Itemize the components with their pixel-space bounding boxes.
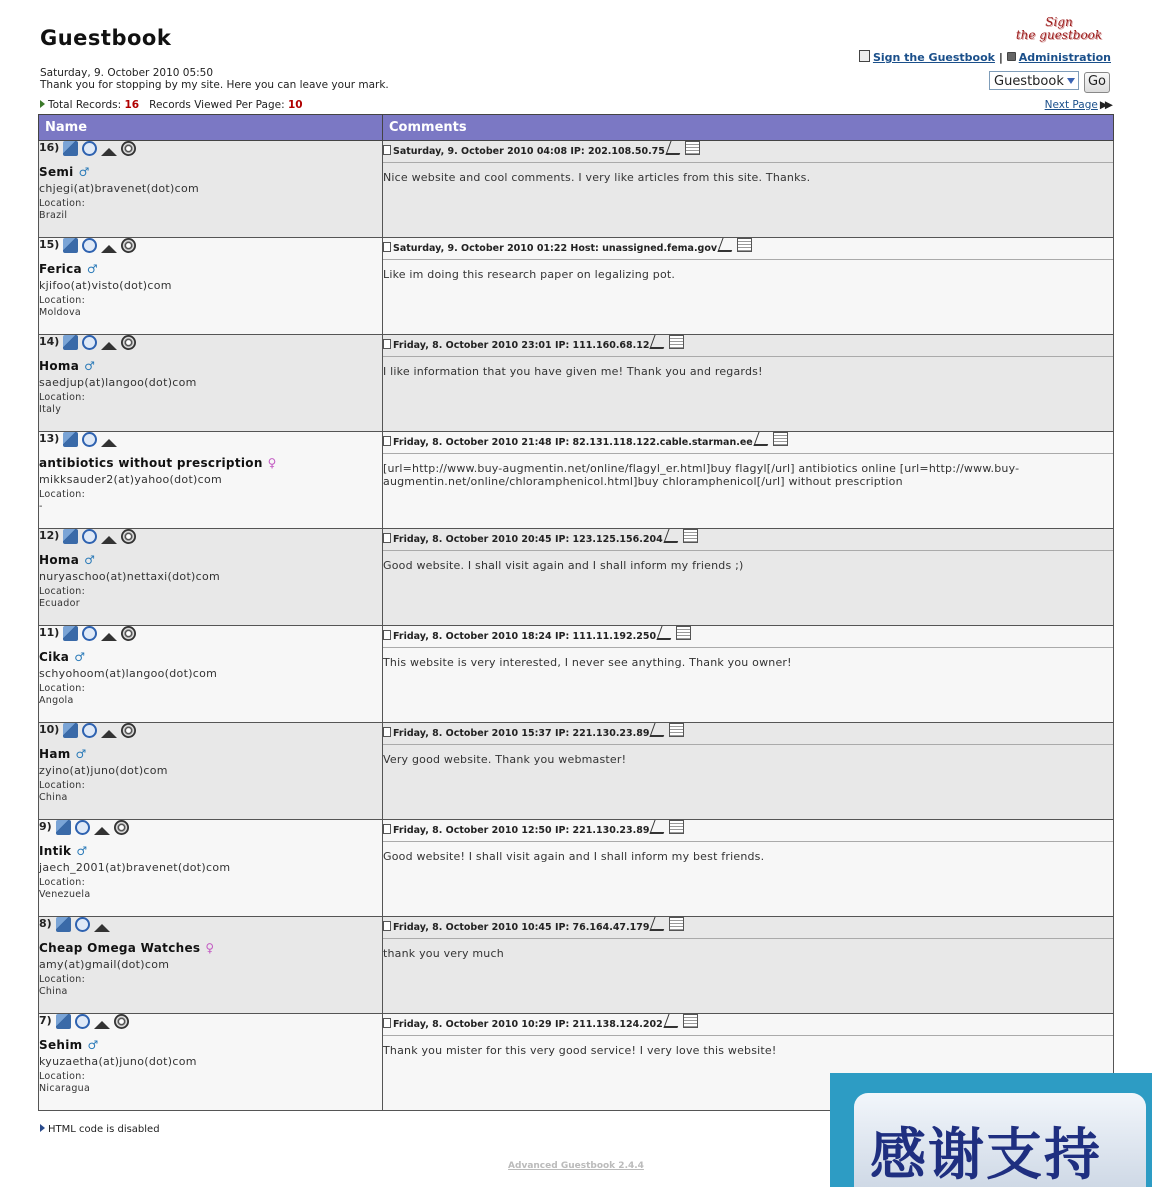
document-icon xyxy=(383,436,391,446)
location-label: Location: xyxy=(39,392,86,403)
home-icon[interactable] xyxy=(101,730,117,738)
top-links xyxy=(859,50,1111,64)
table-row xyxy=(39,820,1114,917)
poster-email: jaech_2001(at)bravenet(dot)com xyxy=(39,861,231,874)
poster-location xyxy=(39,295,382,319)
document-icon xyxy=(383,145,391,155)
comment-text: I like information that you have given me! Thank you and regards! xyxy=(383,365,763,378)
icq-icon[interactable] xyxy=(121,238,136,253)
location-label: Location: xyxy=(39,1071,86,1082)
entry-number: 7) xyxy=(39,1014,52,1027)
table-row xyxy=(39,238,1114,335)
comment-text: Like im doing this research paper on legalizing pot. xyxy=(383,268,676,281)
entry-icons xyxy=(39,626,382,644)
sign-guestbook-link[interactable]: Sign the Guestbook xyxy=(872,51,995,64)
entry-number: 9) xyxy=(39,820,52,833)
poster-name xyxy=(39,262,382,276)
poster-location xyxy=(39,780,382,804)
comment-meta: Saturday, 9. October 2010 04:08 IP: 202.108.50.75 xyxy=(393,146,665,157)
comment-meta: Friday, 8. October 2010 23:01 IP: 111.160.68.12 xyxy=(393,340,650,351)
comment-header xyxy=(383,626,1113,648)
table-row xyxy=(39,335,1114,432)
comment-meta: Saturday, 9. October 2010 01:22 Host: unassigned.fema.gov xyxy=(393,243,718,254)
comment-cell xyxy=(383,917,1114,1014)
name-cell xyxy=(39,141,383,238)
document-icon xyxy=(383,533,391,543)
table-row xyxy=(39,141,1114,238)
icq-icon[interactable] xyxy=(121,335,136,350)
quote-icon[interactable] xyxy=(669,917,684,931)
poster-email: chjegi(at)bravenet(dot)com xyxy=(39,182,199,195)
edit-icon[interactable] xyxy=(665,141,684,155)
credit-link[interactable]: Advanced Guestbook 2.4.4 xyxy=(508,1161,644,1171)
per-page-value: 10 xyxy=(287,99,303,111)
poster-name-text: Cheap Omega Watches xyxy=(39,941,201,955)
chevron-down-icon xyxy=(1067,78,1075,84)
poster-email: kjifoo(at)visto(dot)com xyxy=(39,279,172,292)
poster-location xyxy=(39,683,382,707)
edit-icon[interactable] xyxy=(650,917,669,931)
guestbook-select[interactable] xyxy=(989,71,1079,90)
comment-header xyxy=(383,432,1113,454)
location-label: Location: xyxy=(39,780,86,791)
comment-meta: Friday, 8. October 2010 18:24 IP: 111.11.192.250 xyxy=(393,631,657,642)
gender-icon: ♂ xyxy=(84,553,96,567)
administration-link[interactable]: Administration xyxy=(1018,51,1111,64)
entry-number: 15) xyxy=(39,238,60,251)
poster-name xyxy=(39,941,382,955)
next-page-link[interactable] xyxy=(1045,99,1110,111)
name-cell xyxy=(39,917,383,1014)
comment-cell xyxy=(383,626,1114,723)
poster-name xyxy=(39,359,382,373)
table-row xyxy=(39,723,1114,820)
icq-icon[interactable] xyxy=(114,820,129,835)
name-cell xyxy=(39,335,383,432)
document-icon xyxy=(383,824,391,834)
quote-icon[interactable] xyxy=(683,529,698,543)
home-icon[interactable] xyxy=(94,1021,110,1029)
home-icon[interactable] xyxy=(101,148,117,156)
location-value: Ecuador xyxy=(39,598,80,609)
comment-meta: Friday, 8. October 2010 10:45 IP: 76.164.47.179 xyxy=(393,922,650,933)
email-icon[interactable] xyxy=(82,335,97,350)
poster-email: schyohoom(at)langoo(dot)com xyxy=(39,667,218,680)
poster-email: saedjup(at)langoo(dot)com xyxy=(39,376,197,389)
lock-icon xyxy=(1007,52,1016,61)
comment-text: [url=http://www.buy-augmentin.net/online/flagyl_er.html]buy flagyl[/url] antibiotics online [url=http://www.buy-augmentin.net/online/chloramphenicol.html]buy chloramphenicol[/url] without prescription xyxy=(383,462,1020,488)
poster-name xyxy=(39,747,382,761)
gender-icon: ♀ xyxy=(205,941,215,955)
total-records-value: 16 xyxy=(124,99,140,111)
comment-cell xyxy=(383,820,1114,917)
badge-text: 感谢支持 xyxy=(870,1123,1102,1188)
comment-text: Good website! I shall visit again and I shall inform my best friends. xyxy=(383,850,765,863)
location-value: China xyxy=(39,986,68,997)
profile-icon[interactable] xyxy=(63,529,78,544)
name-cell xyxy=(39,529,383,626)
location-label: Location: xyxy=(39,489,86,500)
profile-icon[interactable] xyxy=(63,432,78,447)
entry-number: 13) xyxy=(39,432,60,445)
profile-icon[interactable] xyxy=(56,1014,71,1029)
location-value: Nicaragua xyxy=(39,1083,91,1094)
poster-email: amy(at)gmail(dot)com xyxy=(39,958,170,971)
poster-name-text: Ferica xyxy=(39,262,82,276)
comment-header xyxy=(383,529,1113,551)
comment-header xyxy=(383,335,1113,357)
poster-name-text: Intik xyxy=(39,844,72,858)
comment-cell xyxy=(383,529,1114,626)
poster-name xyxy=(39,650,382,664)
poster-name-text: Semi xyxy=(39,165,74,179)
location-value: Moldova xyxy=(39,307,82,318)
gender-icon: ♂ xyxy=(86,262,98,276)
gender-icon: ♂ xyxy=(87,1038,99,1052)
poster-email: zyino(at)juno(dot)com xyxy=(39,764,168,777)
name-cell xyxy=(39,626,383,723)
entry-icons xyxy=(39,529,382,547)
poster-name-text: Homa xyxy=(39,359,80,373)
location-value: Venezuela xyxy=(39,889,91,900)
comment-header xyxy=(383,238,1113,260)
comment-meta: Friday, 8. October 2010 20:45 IP: 123.125.156.204 xyxy=(393,534,663,545)
home-icon[interactable] xyxy=(94,924,110,932)
document-icon xyxy=(383,1018,391,1028)
document-icon xyxy=(383,921,391,931)
profile-icon[interactable] xyxy=(56,917,71,932)
email-icon[interactable] xyxy=(75,820,90,835)
sign-art-line2: the guestbook xyxy=(1015,28,1103,42)
poster-name xyxy=(39,1038,382,1052)
quote-icon[interactable] xyxy=(669,335,684,349)
comment-cell xyxy=(383,238,1114,335)
icq-icon[interactable] xyxy=(121,141,136,156)
edit-icon[interactable] xyxy=(650,723,669,737)
poster-email: nuryaschoo(at)nettaxi(dot)com xyxy=(39,570,221,583)
gender-icon: ♂ xyxy=(76,844,88,858)
gender-icon: ♂ xyxy=(78,165,90,179)
location-label: Location: xyxy=(39,586,86,597)
edit-icon[interactable] xyxy=(657,626,676,640)
poster-name-text: Ham xyxy=(39,747,71,761)
sign-art-line1: Sign xyxy=(1045,15,1073,29)
name-cell xyxy=(39,1014,383,1111)
icq-icon[interactable] xyxy=(114,1014,129,1029)
gender-icon: ♂ xyxy=(84,359,96,373)
quote-icon[interactable] xyxy=(669,820,684,834)
html-note-text: HTML code is disabled xyxy=(48,1124,160,1135)
comment-text: Good website. I shall visit again and I shall inform my friends ;) xyxy=(383,559,744,572)
quote-icon[interactable] xyxy=(685,141,700,155)
entry-icons xyxy=(39,432,382,450)
comments-column-header: Comments xyxy=(383,115,1114,141)
comment-header xyxy=(383,917,1113,939)
name-cell xyxy=(39,238,383,335)
document-icon xyxy=(383,630,391,640)
poster-name-text: antibiotics without prescription xyxy=(39,456,263,470)
edit-icon[interactable] xyxy=(663,529,682,543)
entry-number: 8) xyxy=(39,917,52,930)
comment-meta: Friday, 8. October 2010 12:50 IP: 221.130.23.89 xyxy=(393,825,650,836)
poster-location xyxy=(39,974,382,998)
quote-icon[interactable] xyxy=(773,432,788,446)
home-icon[interactable] xyxy=(94,827,110,835)
table-row xyxy=(39,432,1114,529)
comment-header xyxy=(383,820,1113,842)
home-icon[interactable] xyxy=(101,536,117,544)
poster-name-text: Homa xyxy=(39,553,80,567)
profile-icon[interactable] xyxy=(63,723,78,738)
current-date: Saturday, 9. October 2010 05:50 xyxy=(40,67,214,79)
select-value: Guestbook xyxy=(994,74,1064,89)
name-cell xyxy=(39,723,383,820)
poster-name-text: Cika xyxy=(39,650,70,664)
home-icon[interactable] xyxy=(101,633,117,641)
comment-text: thank you very much xyxy=(383,947,504,960)
poster-name xyxy=(39,844,382,858)
poster-location xyxy=(39,198,382,222)
quote-icon[interactable] xyxy=(669,723,684,737)
document-icon xyxy=(383,339,391,349)
comment-text: This website is very interested, I never see anything. Thank you owner! xyxy=(383,656,792,669)
page-title: Guestbook xyxy=(40,26,172,50)
edit-icon[interactable] xyxy=(650,335,669,349)
name-cell xyxy=(39,432,383,529)
poster-location xyxy=(39,392,382,416)
profile-icon[interactable] xyxy=(63,238,78,253)
gender-icon: ♂ xyxy=(74,650,86,664)
comment-text: Nice website and cool comments. I very like articles from this site. Thanks. xyxy=(383,171,811,184)
comment-meta: Friday, 8. October 2010 10:29 IP: 211.138.124.202 xyxy=(393,1019,663,1030)
entry-number: 11) xyxy=(39,626,60,639)
email-icon[interactable] xyxy=(82,626,97,641)
email-icon[interactable] xyxy=(82,529,97,544)
name-column-header: Name xyxy=(39,115,383,141)
quote-icon[interactable] xyxy=(683,1014,698,1028)
email-icon[interactable] xyxy=(75,917,90,932)
poster-location xyxy=(39,877,382,901)
next-page-label: Next Page xyxy=(1044,99,1098,111)
profile-icon[interactable] xyxy=(63,335,78,350)
comment-header xyxy=(383,723,1113,745)
poster-location xyxy=(39,586,382,610)
poster-email: mikksauder2(at)yahoo(dot)com xyxy=(39,473,223,486)
comment-cell xyxy=(383,723,1114,820)
profile-icon[interactable] xyxy=(56,820,71,835)
sign-guestbook-graphic[interactable] xyxy=(1004,16,1114,42)
icq-icon[interactable] xyxy=(121,626,136,641)
entry-icons xyxy=(39,820,382,838)
table-row xyxy=(39,917,1114,1014)
entry-icons xyxy=(39,238,382,256)
location-label: Location: xyxy=(39,877,86,888)
location-value: Italy xyxy=(39,404,62,415)
poster-name-text: Sehim xyxy=(39,1038,83,1052)
poster-name xyxy=(39,553,382,567)
comment-header xyxy=(383,141,1113,163)
home-icon[interactable] xyxy=(101,439,117,447)
location-value: Brazil xyxy=(39,210,68,221)
name-cell xyxy=(39,820,383,917)
location-label: Location: xyxy=(39,683,86,694)
comment-cell xyxy=(383,335,1114,432)
profile-icon[interactable] xyxy=(63,141,78,156)
quote-icon[interactable] xyxy=(737,238,752,252)
support-badge-overlay xyxy=(830,1073,1152,1187)
poster-location xyxy=(39,1071,382,1095)
icq-icon[interactable] xyxy=(121,723,136,738)
sign-book-icon xyxy=(859,50,870,62)
comment-text: Thank you mister for this very good service! I very love this website! xyxy=(383,1044,777,1057)
gender-icon: ♂ xyxy=(75,747,87,761)
poster-email: kyuzaetha(at)juno(dot)com xyxy=(39,1055,197,1068)
entry-icons xyxy=(39,141,382,159)
location-value: - xyxy=(39,501,43,512)
double-arrow-icon: ▶▶ xyxy=(1099,99,1110,111)
entry-number: 10) xyxy=(39,723,60,736)
entry-number: 16) xyxy=(39,141,60,154)
entry-icons xyxy=(39,1014,382,1032)
home-icon[interactable] xyxy=(101,245,117,253)
guestbook-table xyxy=(38,114,1114,1111)
email-icon[interactable] xyxy=(82,141,97,156)
comment-meta: Friday, 8. October 2010 21:48 IP: 82.131.118.122.cable.starman.ee xyxy=(393,437,753,448)
record-stats xyxy=(40,99,303,111)
gender-icon: ♀ xyxy=(267,456,277,470)
comment-header xyxy=(383,1014,1113,1036)
document-icon xyxy=(383,242,391,252)
email-icon[interactable] xyxy=(82,432,97,447)
edit-icon[interactable] xyxy=(753,432,772,446)
bullet-icon xyxy=(40,100,45,108)
table-row xyxy=(39,626,1114,723)
location-label: Location: xyxy=(39,198,86,209)
quote-icon[interactable] xyxy=(676,626,691,640)
intro-text: Thank you for stopping by my site. Here you can leave your mark. xyxy=(40,79,389,91)
entry-number: 14) xyxy=(39,335,60,348)
home-icon[interactable] xyxy=(101,342,117,350)
location-value: Angola xyxy=(39,695,74,706)
location-value: China xyxy=(39,792,68,803)
poster-name xyxy=(39,165,382,179)
comment-cell xyxy=(383,432,1114,529)
email-icon[interactable] xyxy=(82,238,97,253)
go-button[interactable]: Go xyxy=(1084,72,1110,93)
table-row xyxy=(39,529,1114,626)
edit-icon[interactable] xyxy=(663,1014,682,1028)
icq-icon[interactable] xyxy=(121,529,136,544)
profile-icon[interactable] xyxy=(63,626,78,641)
poster-location xyxy=(39,489,382,513)
entry-icons xyxy=(39,723,382,741)
edit-icon[interactable] xyxy=(718,238,737,252)
comment-text: Very good website. Thank you webmaster! xyxy=(383,753,627,766)
document-icon xyxy=(383,727,391,737)
poster-name xyxy=(39,456,382,470)
email-icon[interactable] xyxy=(75,1014,90,1029)
entry-icons xyxy=(39,917,382,935)
per-page-label: Records Viewed Per Page: xyxy=(149,99,285,111)
location-label: Location: xyxy=(39,974,86,985)
html-disabled-note xyxy=(40,1124,160,1135)
comment-meta: Friday, 8. October 2010 15:37 IP: 221.130.23.89 xyxy=(393,728,650,739)
email-icon[interactable] xyxy=(82,723,97,738)
entry-number: 12) xyxy=(39,529,60,542)
edit-icon[interactable] xyxy=(650,820,669,834)
total-records-label: Total Records: xyxy=(48,99,122,111)
entry-icons xyxy=(39,335,382,353)
bullet-icon xyxy=(40,1124,45,1132)
location-label: Location: xyxy=(39,295,86,306)
link-separator: | xyxy=(998,51,1003,64)
comment-cell xyxy=(383,141,1114,238)
